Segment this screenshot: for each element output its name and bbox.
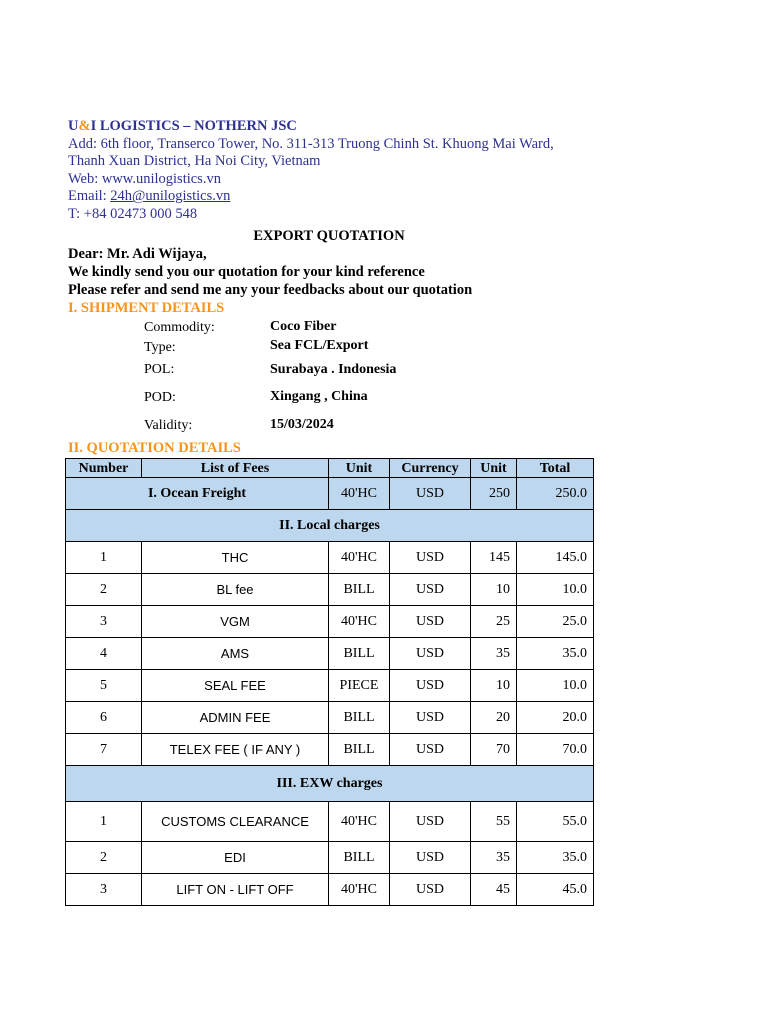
table-row [66, 702, 594, 734]
col-header-unit: Unit [329, 459, 390, 478]
row-fee: EDI [142, 842, 329, 874]
row-fee: VGM [142, 606, 329, 638]
table-row [66, 638, 594, 670]
row-total: 45.0 [517, 874, 594, 906]
row-unit: 40'HC [329, 542, 390, 574]
row-total: 20.0 [517, 702, 594, 734]
row-number: 2 [66, 574, 142, 606]
row-currency: USD [390, 606, 471, 638]
table-row [66, 842, 594, 874]
table-row [66, 734, 594, 766]
row-unit: 40'HC [329, 802, 390, 842]
shipment-value-pol: Surabaya . Indonesia [270, 362, 397, 377]
company-address-line2: Thanh Xuan District, Ha Noi City, Vietnam [68, 153, 321, 170]
row-fee: BL fee [142, 574, 329, 606]
table-row [66, 802, 594, 842]
col-header-fees: List of Fees [142, 459, 329, 478]
col-header-total: Total [517, 459, 594, 478]
shipment-value-commodity: Coco Fiber [270, 319, 337, 334]
ocean-freight-unit: 40'HC [329, 478, 390, 510]
quotation-table [65, 458, 594, 906]
shipment-value-type: Sea FCL/Export [270, 338, 369, 353]
shipment-label-commodity: Commodity: [144, 320, 215, 335]
greeting-line1: We kindly send you our quotation for your kind reference [68, 264, 425, 280]
row-qty: 10 [471, 670, 517, 702]
row-total: 145.0 [517, 542, 594, 574]
shipment-label-pol: POL: [144, 362, 175, 377]
row-currency: USD [390, 702, 471, 734]
greeting-line2: Please refer and send me any your feedbacks about our quotation [68, 282, 473, 298]
company-email: Email: 24h@unilogistics.vn [68, 188, 231, 205]
row-number: 3 [66, 606, 142, 638]
row-unit: PIECE [329, 670, 390, 702]
row-number: 7 [66, 734, 142, 766]
table-row [66, 574, 594, 606]
row-currency: USD [390, 802, 471, 842]
shipment-value-validity: 15/03/2024 [270, 417, 334, 432]
row-qty: 35 [471, 842, 517, 874]
row-fee: THC [142, 542, 329, 574]
ocean-freight-qty: 250 [471, 478, 517, 510]
shipment-label-type: Type: [144, 340, 176, 355]
exw-charges-heading: III. EXW charges [66, 766, 594, 802]
table-header-row [66, 459, 594, 478]
shipment-label-pod: POD: [144, 390, 176, 405]
row-fee: ADMIN FEE [142, 702, 329, 734]
row-fee: TELEX FEE ( IF ANY ) [142, 734, 329, 766]
row-unit: BILL [329, 638, 390, 670]
row-fee: LIFT ON - LIFT OFF [142, 874, 329, 906]
company-address-line1: Add: 6th floor, Transerco Tower, No. 311-313 Truong Chinh St. Khuong Mai Ward, [68, 135, 554, 152]
row-currency: USD [390, 842, 471, 874]
ocean-freight-row [66, 478, 594, 510]
row-currency: USD [390, 670, 471, 702]
local-charges-group-row [66, 510, 594, 542]
ocean-freight-label: I. Ocean Freight [66, 478, 329, 510]
row-number: 4 [66, 638, 142, 670]
quotation-heading: II. QUOTATION DETAILS [68, 440, 241, 456]
row-qty: 55 [471, 802, 517, 842]
row-unit: BILL [329, 702, 390, 734]
row-qty: 45 [471, 874, 517, 906]
shipment-label-validity: Validity: [144, 418, 193, 433]
row-fee: SEAL FEE [142, 670, 329, 702]
ocean-freight-total: 250.0 [517, 478, 594, 510]
col-header-currency: Currency [390, 459, 471, 478]
row-qty: 35 [471, 638, 517, 670]
row-number: 5 [66, 670, 142, 702]
row-qty: 20 [471, 702, 517, 734]
row-unit: BILL [329, 734, 390, 766]
row-total: 25.0 [517, 606, 594, 638]
row-unit: 40'HC [329, 606, 390, 638]
row-number: 1 [66, 542, 142, 574]
row-qty: 25 [471, 606, 517, 638]
row-currency: USD [390, 734, 471, 766]
row-fee: CUSTOMS CLEARANCE [142, 802, 329, 842]
row-total: 35.0 [517, 842, 594, 874]
table-row [66, 874, 594, 906]
company-block [68, 118, 708, 224]
greeting-dear: Dear: Mr. Adi Wijaya, [68, 246, 207, 262]
company-email-link[interactable]: 24h@unilogistics.vn [110, 188, 231, 205]
company-name: U&I LOGISTICS – NOTHERN JSC [68, 118, 297, 134]
row-number: 2 [66, 842, 142, 874]
company-web[interactable]: Web: www.unilogistics.vn [68, 170, 221, 187]
row-unit: 40'HC [329, 874, 390, 906]
row-currency: USD [390, 874, 471, 906]
row-unit: BILL [329, 574, 390, 606]
row-qty: 70 [471, 734, 517, 766]
row-currency: USD [390, 542, 471, 574]
table-row [66, 606, 594, 638]
row-unit: BILL [329, 842, 390, 874]
row-total: 55.0 [517, 802, 594, 842]
row-number: 6 [66, 702, 142, 734]
row-number: 1 [66, 802, 142, 842]
row-total: 10.0 [517, 670, 594, 702]
company-phone: T: +84 02473 000 548 [68, 205, 198, 222]
row-total: 35.0 [517, 638, 594, 670]
row-currency: USD [390, 574, 471, 606]
row-qty: 10 [471, 574, 517, 606]
col-header-qty: Unit [471, 459, 517, 478]
row-fee: AMS [142, 638, 329, 670]
document-title: EXPORT QUOTATION [253, 228, 405, 244]
row-total: 10.0 [517, 574, 594, 606]
row-total: 70.0 [517, 734, 594, 766]
exw-charges-group-row [66, 766, 594, 802]
col-header-number: Number [66, 459, 142, 478]
shipment-heading: I. SHIPMENT DETAILS [68, 300, 225, 316]
table-row [66, 542, 594, 574]
shipment-value-pod: Xingang , China [270, 389, 368, 404]
row-currency: USD [390, 638, 471, 670]
table-row [66, 670, 594, 702]
row-qty: 145 [471, 542, 517, 574]
row-number: 3 [66, 874, 142, 906]
ocean-freight-currency: USD [390, 478, 471, 510]
local-charges-heading: II. Local charges [66, 510, 594, 542]
